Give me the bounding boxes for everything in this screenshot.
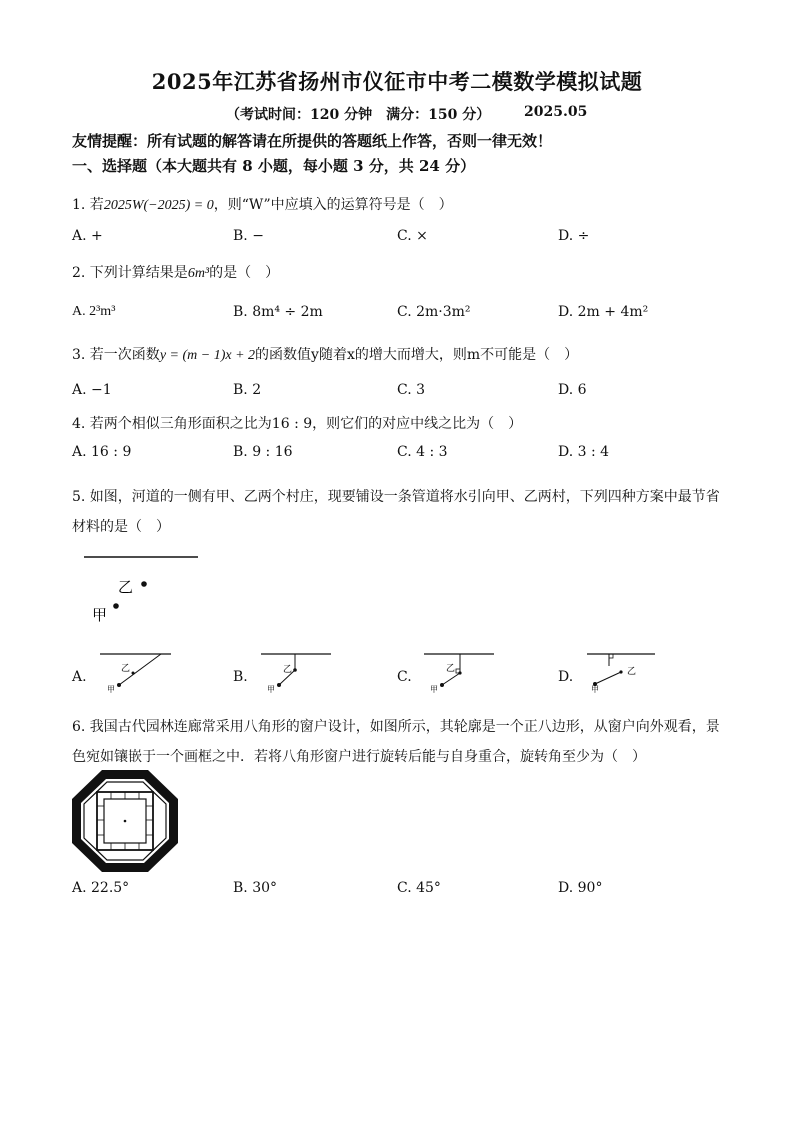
question-2-stem-tail: 的是（ ） — [209, 265, 280, 281]
village-a-point — [113, 603, 119, 609]
question-3-option-d: D. 6 — [558, 382, 587, 398]
question-3-option-c: C. 3 — [397, 382, 426, 398]
question-1-math: 2025W(−2025) = 0 — [103, 198, 214, 213]
question-5-stem-line1: 5. 如图，河道的一侧有甲、乙两个村庄，现要铺设一条管道将水引向甲、乙两村，下列四种方案中最节省 — [72, 489, 720, 505]
question-1-option-b: B. − — [233, 228, 264, 244]
village-b-label: 乙 — [121, 664, 131, 674]
question-2-stem: 2. 下列计算结果是 — [72, 265, 188, 281]
question-5-stem-line2: 材料的是（ ） — [72, 519, 170, 535]
question-6-stem-line1: 6. 我国古代园林连廊常采用八角形的窗户设计，如图所示，其轮廓是一个正八边形，从窗户向外观看，景 — [72, 719, 720, 735]
village-a-label: 甲 — [267, 685, 275, 694]
question-3-option-a: A. −1 — [72, 382, 112, 398]
exam-date: 2025.05 — [524, 104, 588, 120]
village-b-label: 乙 — [283, 665, 293, 675]
question-5-option-a: A. — [72, 669, 87, 685]
village-a-label: 甲 — [107, 685, 115, 694]
question-4-stem: 4. 若两个相似三角形面积之比为16 : 9，则它们的对应中线之比为（ ） — [72, 416, 523, 432]
pipe-line — [595, 672, 621, 684]
question-3-math: y = (m − 1)x + 2 — [159, 348, 256, 363]
page-title: 2025年江苏省扬州市仪征市中考二模数学模拟试题 — [151, 69, 643, 94]
question-6-option-b: B. 30° — [233, 880, 278, 896]
question-3-stem: 3. 若一次函数 — [72, 347, 160, 363]
question-5-option-c: C. — [397, 669, 412, 685]
village-a-point — [117, 683, 121, 687]
reminder: 友情提醒：所有试题的解答请在所提供的答题纸上作答，否则一律无效！ — [72, 132, 553, 150]
octagon-window-figure — [70, 768, 180, 874]
question-3-stem-tail: 的函数值y随着x的增大而增大，则m不可能是（ ） — [255, 347, 579, 363]
question-2-option-b: B. 8m⁴ ÷ 2m — [233, 304, 323, 320]
question-1-option-a: A. + — [72, 228, 103, 244]
village-b-point — [293, 668, 297, 672]
section-heading: 一、选择题（本大题共有 8 小题，每小题 3 分，共 24 分） — [72, 157, 476, 175]
question-5-option-d: D. — [558, 669, 574, 685]
village-b-point — [141, 581, 147, 587]
village-b-label: 乙 — [118, 578, 134, 596]
question-1-stem-tail: ，则“W”中应填入的运算符号是（ ） — [213, 197, 453, 213]
question-2-math: 6m³ — [187, 266, 210, 281]
village-b-point — [619, 670, 622, 673]
question-2 — [72, 262, 279, 282]
question-4-option-d: D. 3 : 4 — [558, 444, 610, 460]
village-a-label: 甲 — [430, 685, 438, 694]
question-2-option-c: C. 2m·3m² — [397, 304, 471, 320]
village-a-label: 甲 — [92, 606, 108, 624]
village-b-label: 乙 — [627, 667, 637, 677]
village-a-label: 甲 — [591, 685, 599, 694]
question-2-option-a: A. 2³m³ — [72, 304, 116, 319]
option-b-figure — [257, 648, 337, 694]
question-6-option-c: C. 45° — [397, 880, 441, 896]
window-center-dot — [124, 820, 127, 823]
question-6-stem-line2: 色宛如镶嵌于一个画框之中．若将八角形窗户进行旋转后能与自身重合，旋转角至少为（ ） — [72, 749, 646, 765]
option-c-figure — [420, 648, 500, 694]
question-4-option-c: C. 4 : 3 — [397, 444, 448, 460]
village-a-point — [277, 683, 281, 687]
question-1-stem: 1. 若 — [72, 197, 104, 213]
village-b-label: 乙 — [446, 664, 456, 674]
exam-time-score: （考试时间：120 分钟 满分：150 分） — [226, 107, 491, 123]
question-6-option-a: A. 22.5° — [72, 880, 130, 896]
question-3-option-b: B. 2 — [233, 382, 262, 398]
village-b-point — [458, 671, 461, 674]
question-1 — [72, 194, 453, 214]
question-2-option-d: D. 2m + 4m² — [558, 304, 649, 320]
question-1-option-d: D. ÷ — [558, 228, 590, 244]
question-5-figure — [70, 548, 220, 628]
question-5-option-b: B. — [233, 669, 248, 685]
question-4-option-b: B. 9 : 16 — [233, 444, 293, 460]
village-a-point — [440, 683, 444, 687]
option-d-figure — [583, 648, 663, 694]
question-4-option-a: A. 16 : 9 — [72, 444, 132, 460]
question-6-option-d: D. 90° — [558, 880, 603, 896]
question-3 — [72, 344, 578, 364]
option-a-figure — [95, 648, 175, 694]
village-b-point — [132, 672, 135, 675]
question-1-option-c: C. × — [397, 228, 428, 244]
